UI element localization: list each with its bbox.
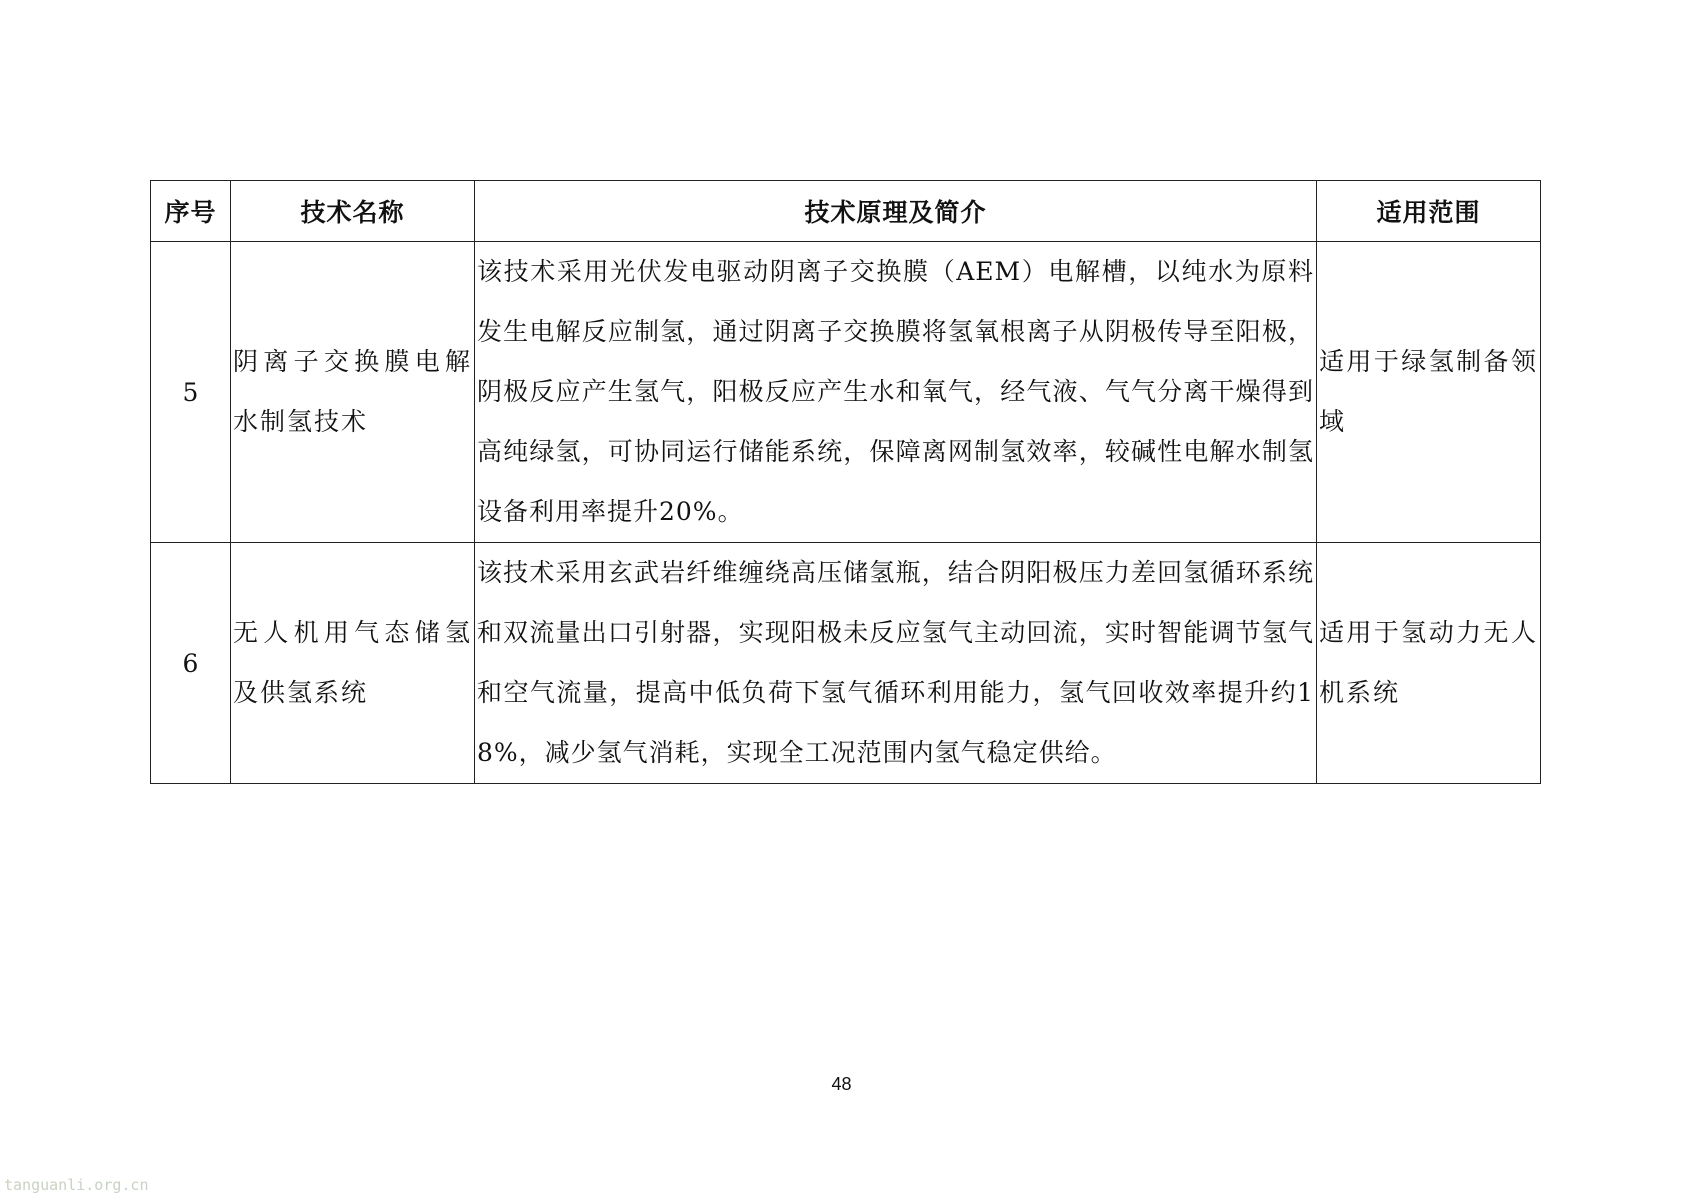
row-technology-name: 无人机用气态储氢及供氢系统 [231,543,475,784]
row-technology-description: 该技术采用光伏发电驱动阴离子交换膜（AEM）电解槽，以纯水为原料发生电解反应制氢，通过阴离子交换膜将氢氧根离子从阴极传导至阳极，阴极反应产生氢气，阳极反应产生水和氧气，经气液、气气分离干燥得到高纯绿氢，可协同运行储能系统，保障离网制氢效率，较碱性电解水制氢设备利用率提升20%。 [475,242,1317,543]
header-technology-name: 技术名称 [231,181,475,242]
row-application-scope: 适用于氢动力无人机系统 [1317,543,1541,784]
row-serial-number: 6 [151,543,231,784]
table-header-row [151,181,1541,242]
row-technology-description: 该技术采用玄武岩纤维缠绕高压储氢瓶，结合阴阳极压力差回氢循环系统和双流量出口引射器，实现阳极未反应氢气主动回流，实时智能调节氢气和空气流量，提高中低负荷下氢气循环利用能力，氢气回收效率提升约18%，减少氢气消耗，实现全工况范围内氢气稳定供给。 [475,543,1317,784]
table-row [151,242,1541,543]
row-application-scope: 适用于绿氢制备领域 [1317,242,1541,543]
header-technology-description: 技术原理及简介 [475,181,1317,242]
row-serial-number: 5 [151,242,231,543]
header-serial-number: 序号 [151,181,231,242]
header-application-scope: 适用范围 [1317,181,1541,242]
page-number: 48 [831,1074,852,1094]
row-technology-name: 阴离子交换膜电解水制氢技术 [231,242,475,543]
watermark-text: tanguanli.org.cn [4,1176,149,1194]
technology-table [150,180,1541,784]
table-row [151,543,1541,784]
